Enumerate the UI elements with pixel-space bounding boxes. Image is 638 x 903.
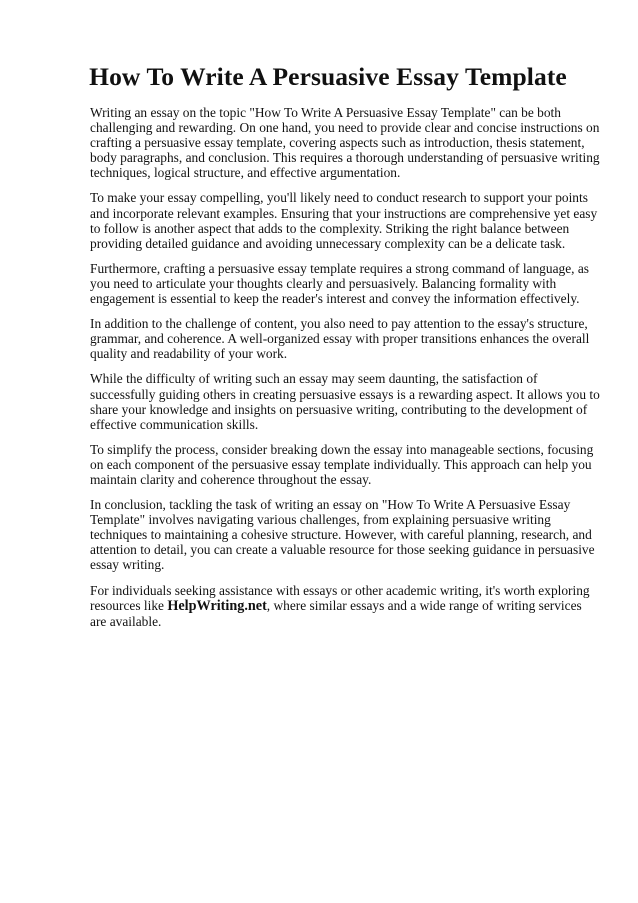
- paragraph-3: Furthermore, crafting a persuasive essay template requires a strong command of language, as you need to articulate your thoughts clearly and persuasively. Balancing formality with engagement is essential to keep the reader's interest and convey the information effectively.: [90, 260, 589, 307]
- closing-text-before: For individuals seeking assistance with essays or other academic writing, it's worth exploring resources like: [90, 582, 590, 613]
- paragraph-4: In addition to the challenge of content, you also need to pay attention to the essay's structure, grammar, and coherence. A well-organized essay with proper transitions enhances the overall quality and readability of your work.: [90, 316, 590, 362]
- paragraph-5: While the difficulty of writing such an essay may seem daunting, the satisfaction of successfully guiding others in creating persuasive essays is a rewarding aspect. It allows you to share your knowledge and insights on persuasive writing, contributing to the development of effective communication skills.: [90, 371, 600, 432]
- paragraph-2: To make your essay compelling, you'll likely need to conduct research to support your points and incorporate relevant examples. Ensuring that your instructions are comprehensive yet easy to follow is another aspect that adds to the complexity. Striking the right balance between providing detailed guidance and avoiding unnecessary complexity can be a delicate task.: [90, 190, 598, 251]
- closing-text-after: , where similar essays and a wide range of writing services are available.: [90, 597, 582, 629]
- document-title: How To Write A Persuasive Essay Template: [89, 62, 567, 91]
- closing-paragraph: [90, 583, 600, 629]
- paragraph-7: In conclusion, tackling the task of writing an essay on "How To Write A Persuasive Essay Template" involves navigating various challenges, from explaining persuasive writing techniques to maintaining a cohesive structure. However, with careful planning, research, and attention to detail, you can create a valuable resource for those seeking guidance in persuasive essay writing.: [90, 497, 595, 573]
- helpwriting-link[interactable]: HelpWriting.net: [167, 597, 267, 614]
- paragraph-1: Writing an essay on the topic "How To Write A Persuasive Essay Template" can be both challenging and rewarding. On one hand, you need to provide clear and concise instructions on crafting a persuasive essay template, covering aspects such as introduction, thesis statement, body paragraphs, and conclusion. This requires a thorough understanding of persuasive writing techniques, logical structure, and effective argumentation.: [90, 105, 600, 181]
- paragraph-6: To simplify the process, consider breaking down the essay into manageable sections, focusing on each component of the persuasive essay template individually. This approach can help you maintain clarity and coherence throughout the essay.: [90, 441, 594, 487]
- document-body: [90, 105, 600, 639]
